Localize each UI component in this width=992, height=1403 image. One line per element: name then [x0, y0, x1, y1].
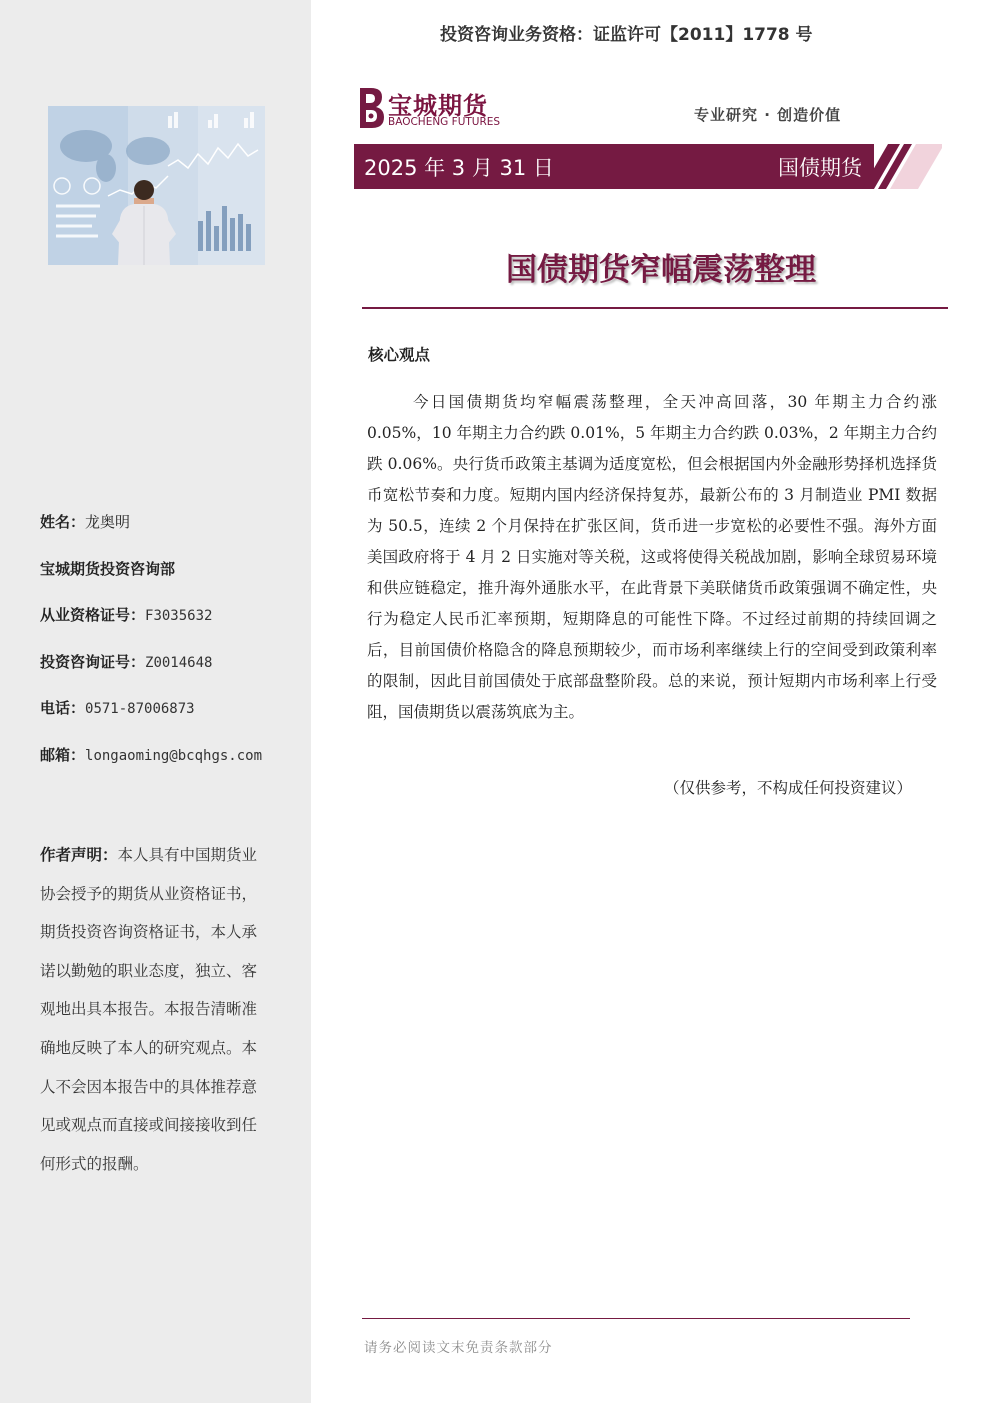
market-analysis-illustration [48, 106, 265, 265]
author-name: 龙奥明 [85, 513, 131, 531]
date-banner [354, 144, 874, 189]
report-title: 国债期货窄幅震荡整理 [506, 252, 816, 288]
author-department: 宝城期货投资咨询部 [40, 559, 176, 578]
license-line: 投资咨询业务资格：证监许可【2011】1778 号 [440, 25, 813, 45]
sidebar [0, 0, 311, 1403]
author-department-row [40, 555, 300, 602]
phone-number: 0571-87006873 [85, 701, 195, 718]
reference-disclaimer: （仅供参考，不构成任何投资建议） [664, 779, 913, 797]
report-date: 2025 年 3 月 31 日 [364, 156, 554, 180]
author-name-label: 姓名： [40, 513, 86, 531]
consult-number: Z0014648 [145, 654, 213, 671]
email-address[interactable]: longaoming@bcqhgs.com [85, 747, 263, 764]
phone-row [40, 694, 300, 741]
company-logo [356, 86, 536, 132]
phone-label: 电话： [40, 699, 86, 718]
footer-note: 请务必阅读文末免责条款部分 [364, 1340, 553, 1356]
report-category: 国债期货 [778, 156, 862, 180]
author-name-row [40, 508, 300, 555]
core-view-heading: 核心观点 [368, 346, 431, 364]
banner-stripes-decoration [862, 144, 942, 189]
consult-label: 投资咨询证号： [40, 652, 146, 671]
logo-b-icon [356, 86, 386, 130]
consult-row [40, 648, 300, 695]
author-statement [40, 836, 268, 1183]
statement-text: 本人具有中国期货业协会授予的期货从业资格证书，期货投资咨询资格证书，本人承诺以勤勉的职业态度，独立、客观地出具本报告。本报告清晰准确地反映了本人的研究观点。本人不会因本报告中的具体推荐意见或观点而直接或间接接收到任何形式的报酬。 [40, 846, 258, 1173]
footer-divider [362, 1318, 910, 1319]
statement-label: 作者声明： [40, 846, 118, 864]
qualification-number: F3035632 [145, 608, 213, 625]
logo-chinese-name: 宝城期货 [388, 91, 488, 120]
core-view-paragraph: 今日国债期货均窄幅震荡整理，全天冲高回落，30 年期主力合约涨 0.05%，10 年期主力合约跌 0.01%，5 年期主力合约跌 0.03%，2 年期主力合约跌 0.06%。央行货币政策主基调为适度宽松，但会根据国内外金融形势择机选择货币宽松节奏和力度。短期内国内经济保持复苏，最新公布的 3 月制造业 PMI 数据为 50.5，连续 2 个月保持在扩张区间，货币进一步宽松的必要性不强。海外方面美国政府将于 4 月 2 日实施对等关税，这或将使得关税战加剧，影响全球贸易环境和供应链稳定，推升海外通胀水平，在此背景下美联储货币政策强调不确定性，央行为稳定人民币汇率预期，短期降息的可能性下降。不过经过前期的持续回调之后，目前国债价格隐含的降息预期较少，而市场利率继续上行的空间受到政策利率的限制，因此目前国债处于底部盘整阶段。总的来说，预计短期内市场利率上行受阻，国债期货以震荡筑底为主。 [367, 393, 937, 721]
author-info [40, 508, 300, 788]
slogan: 专业研究 · 创造价值 [694, 106, 842, 124]
qualification-row [40, 601, 300, 648]
title-divider [362, 307, 948, 309]
cover-image [48, 106, 265, 265]
logo-english-name: BAOCHENG FUTURES [388, 116, 501, 128]
email-row [40, 741, 300, 788]
qualification-label: 从业资格证号： [40, 606, 146, 625]
email-label: 邮箱： [40, 745, 86, 764]
